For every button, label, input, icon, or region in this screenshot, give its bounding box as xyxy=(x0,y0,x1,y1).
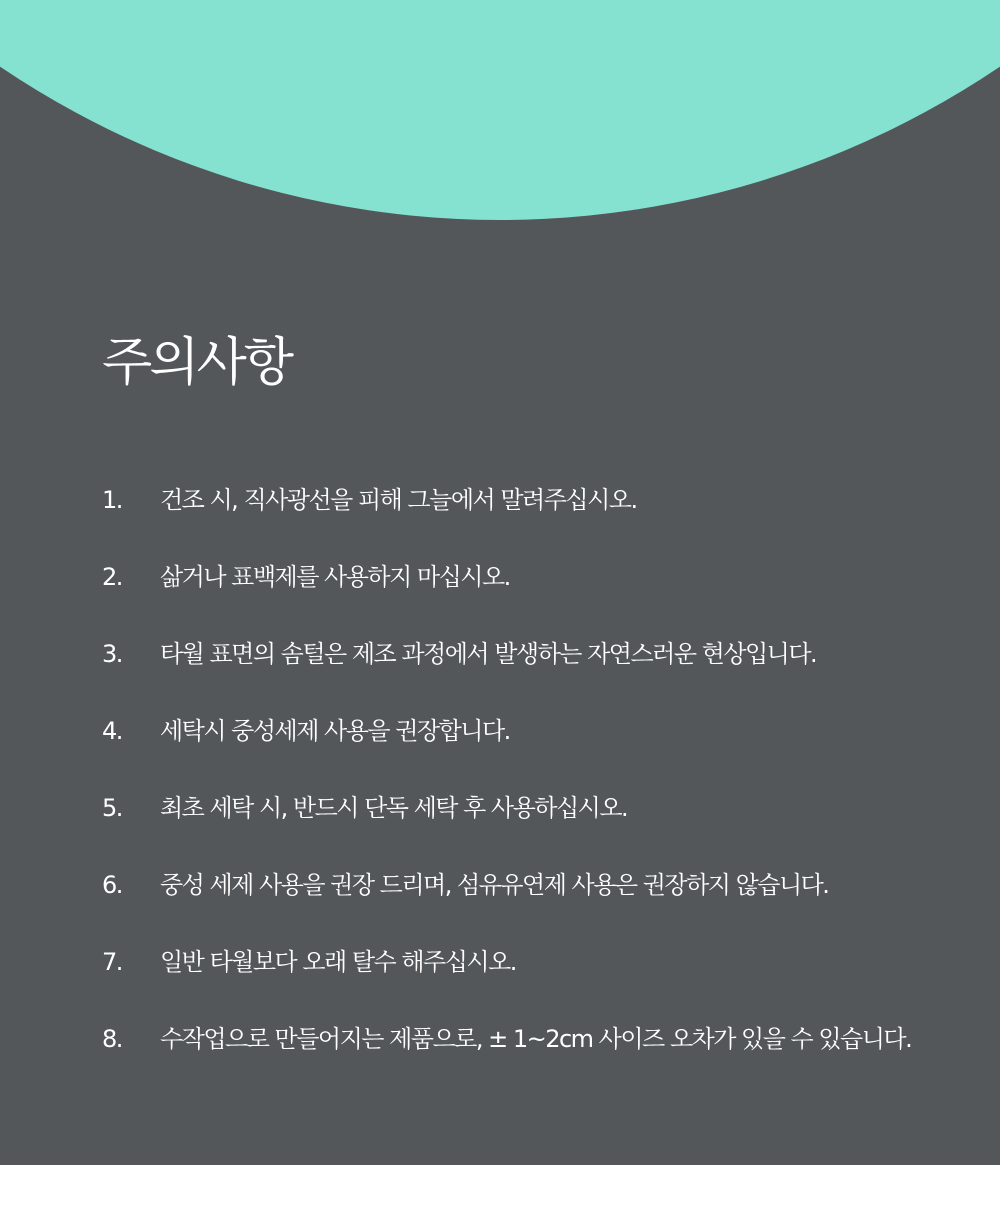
item-text: 중성 세제 사용을 권장 드리며, 섬유유연제 사용은 권장하지 않습니다. xyxy=(160,871,829,899)
item-number: 8. xyxy=(102,1025,122,1053)
list-item xyxy=(102,786,962,841)
item-text: 건조 시, 직사광선을 피해 그늘에서 말려주십시오. xyxy=(160,486,637,514)
item-text: 삶거나 표백제를 사용하지 마십시오. xyxy=(160,563,510,591)
item-number: 5. xyxy=(102,794,122,822)
item-text: 세탁시 중성세제 사용을 권장합니다. xyxy=(160,717,510,745)
care-notes-list xyxy=(102,478,962,1094)
item-number: 1. xyxy=(102,486,122,514)
item-number: 2. xyxy=(102,563,122,591)
list-item xyxy=(102,940,962,995)
item-number: 4. xyxy=(102,717,122,745)
list-item xyxy=(102,863,962,918)
bottom-margin xyxy=(0,1165,1000,1207)
list-item xyxy=(102,709,962,764)
item-text: 일반 타월보다 오래 탈수 해주십시오. xyxy=(160,948,516,976)
list-item xyxy=(102,555,962,610)
item-text: 수작업으로 만들어지는 제품으로, ± 1~2cm 사이즈 오차가 있을 수 있습니다. xyxy=(160,1025,912,1053)
item-number: 3. xyxy=(102,640,122,668)
decorative-arc xyxy=(0,0,1000,220)
list-item xyxy=(102,1017,962,1072)
item-text: 타월 표면의 솜털은 제조 과정에서 발생하는 자연스러운 현상입니다. xyxy=(160,640,817,668)
page-title: 주의사항 xyxy=(102,333,291,393)
item-text: 최초 세탁 시, 반드시 단독 세탁 후 사용하십시오. xyxy=(160,794,628,822)
list-item xyxy=(102,632,962,687)
item-number: 6. xyxy=(102,871,122,899)
item-number: 7. xyxy=(102,948,122,976)
list-item xyxy=(102,478,962,533)
